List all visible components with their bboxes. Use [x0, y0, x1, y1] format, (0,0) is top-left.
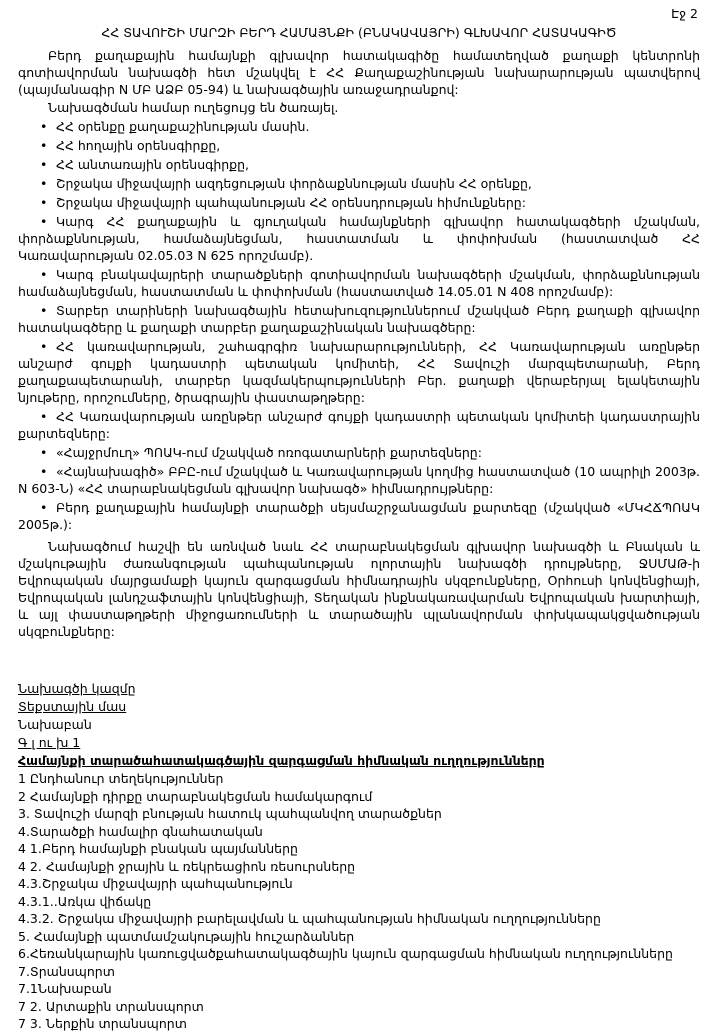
toc-item: 4.3.Շրջակա միջավայրի պահպանություն [18, 876, 293, 891]
bullet-icon: • [40, 157, 48, 172]
bullet-item [18, 118, 700, 135]
guidelines-lead-paragraph: Նախագծման համար ուղեցույց են ծառայել. [48, 100, 339, 115]
bullet-item [18, 137, 700, 154]
bullet-icon: • [40, 409, 48, 424]
toc-item: 4.3.1..Առկա վիճակը [18, 893, 152, 909]
intro-paragraph: Բերդ քաղաքային համայնքի գլխավոր հատակագիծը համատեղված քաղաքի կենտրոնի գոտիավորման նախագծի հետ մշակվել է ՀՀ Քաղաքաշինության նախարարության պատվերով (պայմանագիր N ՄԲ ԱՁԲ 05-94) և նախագծային առաջադրանքով: [18, 48, 700, 97]
bullet-item [18, 266, 700, 300]
toc-item: 5. Համայնքի պատմամշակութային հուշարձաններ [18, 928, 355, 944]
contents-section [18, 680, 700, 1033]
section-heading: Նախագծի կազմը [18, 681, 136, 696]
closing-paragraph: Նախագծում հաշվի են առնված նաև ՀՀ տարաբնակեցման գլխավոր նախագծի և Բնական և մշակութային ժառանգության պահպանության ոլորտային նախագծի դրույթները, ՋՍՄԱԹ-ի Եվրոպական մայրցամաքի կայուն զարգացման հիմնադրային սկզբունքները, Օրհուսի կոնվենցիայի, Եվրոպական լանդշաֆտային կոնվենցիայի, Տեղական ինքնակառավարման Եվրոպական խարտիայի, և այլ փաստաթղթերի միջոցառումների և տարածային պլանավորման փոխկապակցվածության սկզբունքները: [18, 539, 700, 639]
bullet-text: «Հայջրմուղ» ՊՈԱԿ-ում մշակված ոռոգատարների քարտեզները: [56, 445, 482, 460]
bullet-item [18, 408, 700, 442]
page-number: Էջ 2 [671, 6, 698, 21]
section-heading: Համայնքի տարածահատակագծային զարգացման հիմնական ուղղությունները [18, 753, 545, 768]
bullet-item [18, 194, 700, 211]
section-heading: Տեքստային մաս [18, 699, 127, 714]
bullet-item [18, 499, 700, 533]
bullet-icon: • [40, 267, 48, 282]
bullet-icon: • [40, 339, 48, 354]
bullet-icon: • [40, 303, 48, 318]
bullet-icon: • [40, 500, 48, 515]
toc-item: 4 1.Բերդ համայնքի բնական պայմանները [18, 841, 298, 856]
bullet-icon: • [40, 119, 48, 134]
bullet-icon: • [40, 445, 48, 460]
bullet-item [18, 156, 700, 173]
bullet-text: ՀՀ հողային օրենսգիրքը, [56, 138, 221, 153]
document-body [18, 47, 700, 1033]
toc-item: 7 2. Արտաքին տրանսպորտ [18, 998, 204, 1014]
toc-item: 6.Հեռանկարային կառուցվածքահատակագծային կայուն զարգացման հիմնական ուղղությունները [18, 946, 673, 961]
toc-item: 4.3.2. Շրջակա միջավայրի բարելավման և պահպանության հիմնական ուղղությունները [18, 911, 601, 926]
bullet-item [18, 444, 700, 461]
toc-item: 7.Տրանսպորտ [18, 963, 115, 979]
bullet-icon: • [40, 176, 48, 191]
section-heading: Գ լ ու խ 1 [18, 735, 81, 750]
bullet-icon: • [40, 464, 48, 479]
bullet-item [18, 463, 700, 497]
bullet-text: Տարբեր տարիների նախագծային հետախուզություններում մշակված Բերդ քաղաքի գլխավոր հատակագծերը և քաղաքի տարբեր քաղաքաշինական նախագծերը: [18, 303, 700, 335]
toc-item: 7.1Նախաբան [18, 981, 112, 996]
bullet-text: Շրջակա միջավայրի պահպանության ՀՀ օրենսդրության հիմունքները: [56, 195, 526, 210]
toc-item: 7 3. Ներքին տրանսպորտ [18, 1016, 187, 1031]
bullet-text: Շրջակա միջավայրի ազդեցության փորձաքննության մասին ՀՀ օրենքը, [56, 176, 532, 191]
bullet-item [18, 302, 700, 336]
toc-item: 4.Տարածքի համալիր գնահատական [18, 823, 263, 839]
section-heading: Նախաբան [18, 717, 92, 732]
bullet-icon: • [40, 214, 48, 229]
bullet-item [18, 338, 700, 406]
bullet-icon: • [40, 138, 48, 153]
bullet-item [18, 175, 700, 192]
bullet-text: ՀՀ Կառավարության առընթեր անշարժ գույքի կադաստրի պետական կոմիտեի կադաստրային քարտեզները: [18, 409, 700, 441]
toc-item: 1 Ընդհանուր տեղեկություններ [18, 771, 224, 786]
toc-item: 3. Տավուշի մարզի բնության հատուկ պահպանվող տարածքներ [18, 806, 442, 821]
bullet-text: «Հայնախագիծ» ԲԲԸ-ում մշակված և Կառավարության կողմից հաստատված (10 ապրիլի 2003թ. N 603-Ն) «ՀՀ տարաբնակեցման գլխավոր նախագծ» հիմնադրույթները: [18, 464, 700, 496]
bullet-text: ՀՀ կառավարության, շահագրգիռ նախարարությունների, ՀՀ Կառավարության առընթեր անշարժ գույքի կադաստրի պետական կոմիտեի, ՀՀ Տավուշի մարզպետարանի, Բերդ քաղաքապետարանի, տարբեր կազմակերպությունների Բեր. քաղաքի վերաբերյալ ելակետային նյութերը, որոշումները, ծրագրային փաստաթղթերը: [18, 339, 700, 405]
toc-item: 4 2. Համայնքի ջրային և ռեկրեացիոն ռեսուրսները [18, 858, 356, 874]
page-title: ՀՀ ՏԱՎՈՒՇԻ ՄԱՐԶԻ ԲԵՐԴ ՀԱՄԱՅՆՔԻ (ԲՆԱԿԱՎԱՅՐԻ) ԳԼԽԱՎՈՐ ՀԱՏԱԿԱԳԻԾ [101, 25, 617, 40]
bullet-text: Կարգ ՀՀ քաղաքային և գյուղական համայնքների գլխավոր հատակագծերի մշակման, փորձաքննության, համաձայնեցման, հաստատման և փոփոխման (հաստատված ՀՀ Կառավարության 02.05.03 N 625 որոշմամբ). [18, 214, 700, 263]
bullet-text: ՀՀ օրենքը քաղաքաշինության մասին. [56, 119, 310, 134]
toc-item: 2 Համայնքի դիրքը տարաբնակեցման համակարգում [18, 788, 373, 804]
bullet-text: Բերդ քաղաքային համայնքի տարածքի սեյսմաշրջանացման քարտեզը (մշակված «ՄԿՀՃՊՈԱԿ 2005թ.): [18, 500, 700, 532]
bullet-text: Կարգ բնակավայրերի տարածքների գոտիավորման նախագծերի մշակման, փորձաքննության համաձայնեցման, հաստատման և փոփոխման (հաստատված 14.05.01 N 408 որոշմամբ): [18, 267, 700, 299]
bullet-text: ՀՀ անտառային օրենսգիրքը, [56, 157, 250, 172]
bullet-item [18, 213, 700, 264]
bullet-icon: • [40, 195, 48, 210]
